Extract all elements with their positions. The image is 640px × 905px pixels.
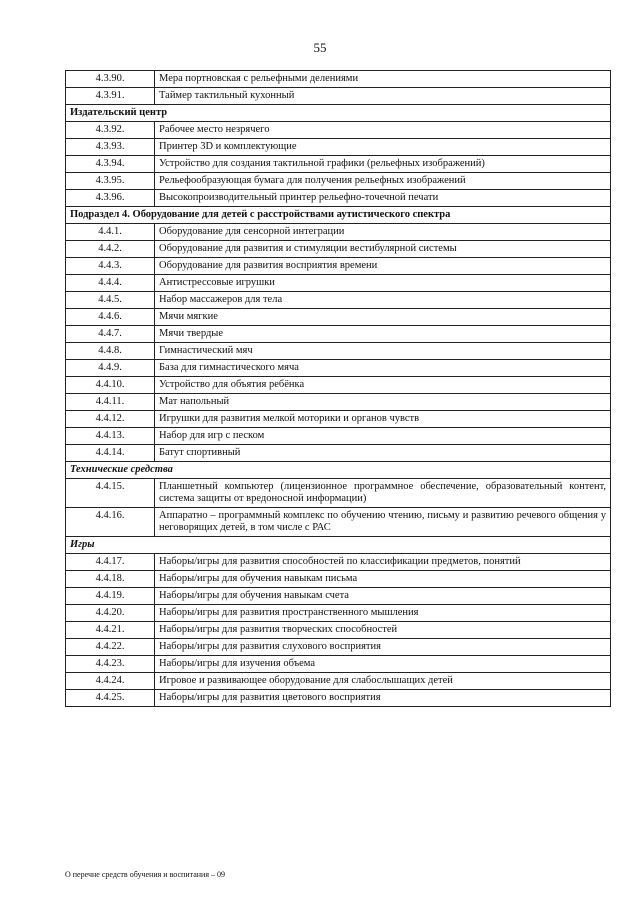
- table-row: [66, 326, 611, 343]
- item-number: 4.3.93.: [66, 139, 155, 156]
- item-number: 4.4.4.: [66, 275, 155, 292]
- item-description: Рельефообразующая бумага для получения рельефных изображений: [155, 173, 611, 190]
- item-description: Планшетный компьютер (лицензионное программное обеспечение, образовательный контент, система защиты от вредоносной информации): [155, 479, 611, 508]
- table-row: [66, 479, 611, 508]
- section-header-row: [66, 105, 611, 122]
- item-number: 4.3.90.: [66, 71, 155, 88]
- section-title: Издательский центр: [66, 105, 611, 122]
- item-description: Наборы/игры для развития пространственного мышления: [155, 605, 611, 622]
- table-row: [66, 139, 611, 156]
- table-row: [66, 605, 611, 622]
- item-description: Наборы/игры для обучения навыкам письма: [155, 571, 611, 588]
- item-description: Набор массажеров для тела: [155, 292, 611, 309]
- item-number: 4.4.18.: [66, 571, 155, 588]
- item-number: 4.3.96.: [66, 190, 155, 207]
- item-description: Наборы/игры для развития способностей по классификации предметов, понятий: [155, 554, 611, 571]
- item-number: 4.4.5.: [66, 292, 155, 309]
- item-description: Наборы/игры для развития слухового восприятия: [155, 639, 611, 656]
- item-number: 4.4.14.: [66, 445, 155, 462]
- item-description: Высокопроизводительный принтер рельефно-точечной печати: [155, 190, 611, 207]
- section-header-row: [66, 537, 611, 554]
- item-description: Наборы/игры для обучения навыкам счета: [155, 588, 611, 605]
- item-description: База для гимнастического мяча: [155, 360, 611, 377]
- item-number: 4.4.1.: [66, 224, 155, 241]
- item-number: 4.4.19.: [66, 588, 155, 605]
- section-header-row: [66, 207, 611, 224]
- item-number: 4.4.10.: [66, 377, 155, 394]
- item-number: 4.4.12.: [66, 411, 155, 428]
- item-description: Принтер 3D и комплектующие: [155, 139, 611, 156]
- table-row: [66, 224, 611, 241]
- item-description: Игрушки для развития мелкой моторики и органов чувств: [155, 411, 611, 428]
- table-row: [66, 71, 611, 88]
- table-row: [66, 622, 611, 639]
- table-row: [66, 275, 611, 292]
- table-row: [66, 241, 611, 258]
- item-description: Мера портновская с рельефными делениями: [155, 71, 611, 88]
- table-row: [66, 428, 611, 445]
- item-description: Мячи твердые: [155, 326, 611, 343]
- item-number: 4.4.2.: [66, 241, 155, 258]
- table-row: [66, 343, 611, 360]
- item-number: 4.4.17.: [66, 554, 155, 571]
- item-description: Таймер тактильный кухонный: [155, 88, 611, 105]
- item-description: Антистрессовые игрушки: [155, 275, 611, 292]
- item-number: 4.3.95.: [66, 173, 155, 190]
- item-description: Устройство для создания тактильной графики (рельефных изображений): [155, 156, 611, 173]
- table-row: [66, 571, 611, 588]
- item-description: Наборы/игры для развития творческих способностей: [155, 622, 611, 639]
- section-title: Игры: [66, 537, 611, 554]
- item-number: 4.4.21.: [66, 622, 155, 639]
- item-description: Набор для игр с песком: [155, 428, 611, 445]
- table-row: [66, 656, 611, 673]
- table-row: [66, 639, 611, 656]
- item-number: 4.3.94.: [66, 156, 155, 173]
- item-description: Наборы/игры для развития цветового восприятия: [155, 690, 611, 707]
- item-number: 4.4.24.: [66, 673, 155, 690]
- table-row: [66, 508, 611, 537]
- table-row: [66, 292, 611, 309]
- item-number: 4.4.8.: [66, 343, 155, 360]
- item-number: 4.3.92.: [66, 122, 155, 139]
- table-row: [66, 411, 611, 428]
- item-number: 4.3.91.: [66, 88, 155, 105]
- item-number: 4.4.3.: [66, 258, 155, 275]
- page-number: 55: [313, 40, 327, 55]
- item-number: 4.4.20.: [66, 605, 155, 622]
- item-description: Оборудование для сенсорной интеграции: [155, 224, 611, 241]
- item-number: 4.4.9.: [66, 360, 155, 377]
- table-row: [66, 445, 611, 462]
- footer-note: О перечне средств обучения и воспитания – 09: [65, 870, 225, 879]
- item-number: 4.4.11.: [66, 394, 155, 411]
- item-number: 4.4.6.: [66, 309, 155, 326]
- table-row: [66, 190, 611, 207]
- item-description: Оборудование для развития и стимуляции вестибулярной системы: [155, 241, 611, 258]
- item-description: Мат напольный: [155, 394, 611, 411]
- table-row: [66, 88, 611, 105]
- item-description: Оборудование для развития восприятия времени: [155, 258, 611, 275]
- item-description: Устройство для объятия ребёнка: [155, 377, 611, 394]
- table-row: [66, 377, 611, 394]
- table-row: [66, 588, 611, 605]
- item-number: 4.4.16.: [66, 508, 155, 537]
- item-number: 4.4.22.: [66, 639, 155, 656]
- table-row: [66, 258, 611, 275]
- item-description: Батут спортивный: [155, 445, 611, 462]
- section-header-row: [66, 462, 611, 479]
- section-title: Подраздел 4. Оборудование для детей с расстройствами аутистического спектра: [66, 207, 611, 224]
- item-description: Рабочее место незрячего: [155, 122, 611, 139]
- item-number: 4.4.23.: [66, 656, 155, 673]
- item-number: 4.4.25.: [66, 690, 155, 707]
- table-row: [66, 360, 611, 377]
- table-row: [66, 673, 611, 690]
- equipment-table: [65, 70, 611, 707]
- table-row: [66, 173, 611, 190]
- table-row: [66, 394, 611, 411]
- table-row: [66, 690, 611, 707]
- item-description: Игровое и развивающее оборудование для слабослышащих детей: [155, 673, 611, 690]
- table-row: [66, 156, 611, 173]
- table-row: [66, 309, 611, 326]
- item-number: 4.4.13.: [66, 428, 155, 445]
- item-description: Мячи мягкие: [155, 309, 611, 326]
- table-row: [66, 122, 611, 139]
- item-number: 4.4.7.: [66, 326, 155, 343]
- item-description: Аппаратно – программный комплекс по обучению чтению, письму и развитию речевого общения у неговорящих детей, в том числе с РАС: [155, 508, 611, 537]
- item-description: Наборы/игры для изучения объема: [155, 656, 611, 673]
- section-title: Технические средства: [66, 462, 611, 479]
- item-number: 4.4.15.: [66, 479, 155, 508]
- item-description: Гимнастический мяч: [155, 343, 611, 360]
- table-row: [66, 554, 611, 571]
